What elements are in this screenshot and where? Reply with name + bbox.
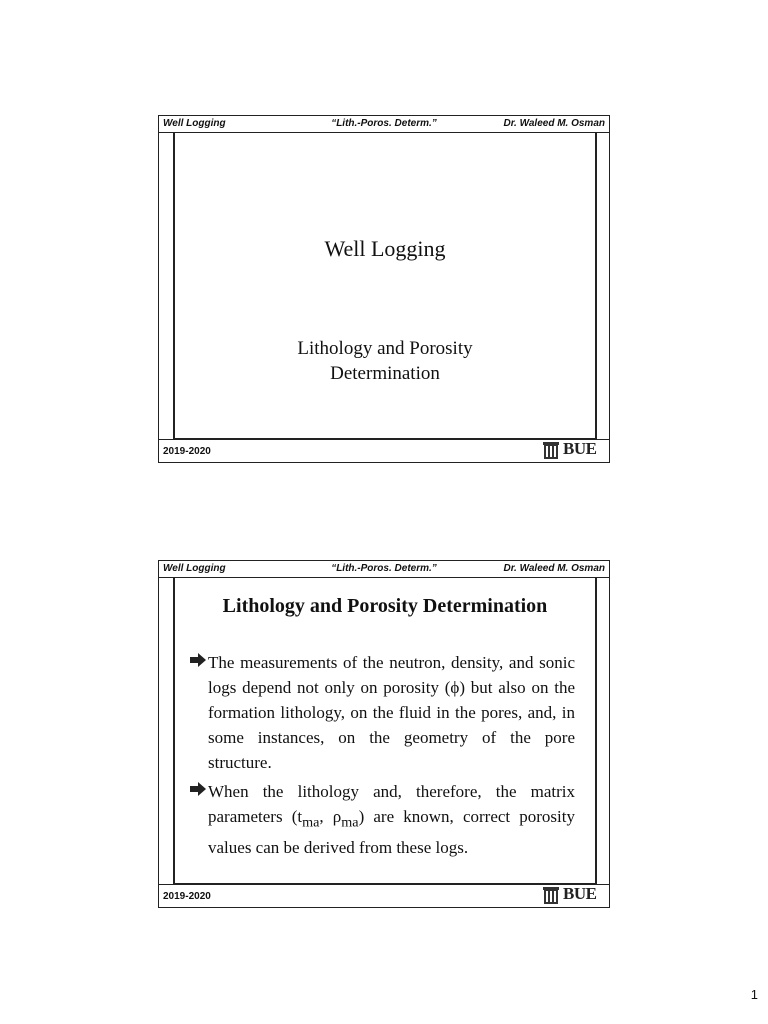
- slide-header: [159, 116, 609, 133]
- bue-logo: [543, 441, 607, 461]
- header-author: Dr. Waleed M. Osman: [503, 118, 605, 129]
- header-topic: “Lith.-Poros. Determ.”: [331, 563, 437, 574]
- footer-year: 2019-2020: [163, 891, 211, 902]
- slide-footer: [159, 439, 609, 462]
- slide-title: Well Logging: [324, 236, 446, 261]
- logo-text: BUE: [563, 884, 597, 903]
- footer-year: 2019-2020: [163, 446, 211, 457]
- bullet-item: [189, 779, 575, 860]
- crest-icon: [543, 442, 559, 460]
- slide-subtitle: [175, 336, 595, 386]
- slide-header: [159, 561, 609, 578]
- header-course: Well Logging: [163, 563, 226, 574]
- slide-2: [158, 560, 610, 908]
- slide-title: Lithology and Porosity Determination: [222, 595, 548, 617]
- bullet-text-part: , ρ: [319, 807, 342, 826]
- bullet-text: The measurements of the neutron, density, and sonic logs depend not only on porosity (ϕ) but also on the formation lithology, on the fluid in the pores, and, in some instances, on the geometry of the pore structure.: [208, 653, 575, 772]
- bullet-text-part: When the lithology and, therefore, the matrix parameters (t: [208, 782, 575, 826]
- slide-frame: [173, 577, 597, 885]
- bullet-item: [189, 650, 575, 775]
- subscript-ma: ma: [341, 814, 359, 831]
- bullet-text: [208, 779, 575, 860]
- bullet-text-part: ) are known, correct porosity values can be derived from these logs.: [208, 807, 575, 858]
- bue-logo: [543, 886, 607, 906]
- subtitle-line-2: Determination: [330, 363, 440, 384]
- crest-icon: [543, 887, 559, 905]
- logo-text: BUE: [563, 439, 597, 458]
- page-number: 1: [750, 987, 758, 1002]
- slide-footer: [159, 884, 609, 907]
- arrow-right-icon: [189, 781, 207, 797]
- slide-1: [158, 115, 610, 463]
- slide-frame: [173, 132, 597, 440]
- arrow-right-icon: [189, 652, 207, 668]
- header-author: Dr. Waleed M. Osman: [503, 563, 605, 574]
- subtitle-line-1: Lithology and Porosity: [297, 338, 473, 359]
- header-course: Well Logging: [163, 118, 226, 129]
- subscript-ma: ma: [302, 814, 320, 831]
- header-topic: “Lith.-Poros. Determ.”: [331, 118, 437, 129]
